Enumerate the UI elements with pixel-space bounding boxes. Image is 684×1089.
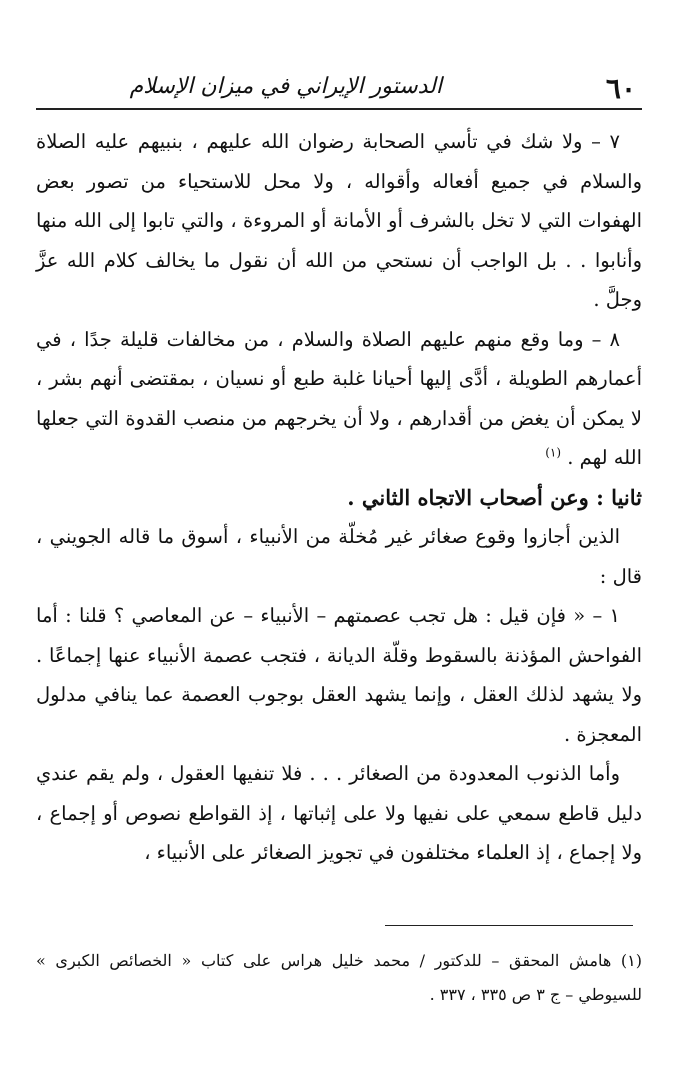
running-title: الدستور الإيراني في ميزان الإسلام xyxy=(129,74,442,99)
paragraph-8 xyxy=(36,320,642,478)
paragraph-8-text: ٨ – وما وقع منهم عليهم الصلاة والسلام ، من مخالفات قليلة جدًا ، في أعمارهم الطويلة ، أدَّى إليها أحيانا غلبة طبع أو نسيان ، بمقتضى أنهم بشر ، لا يمكن أن يغض من أقدارهم ، ولا أن يخرجهم من منصب القدوة التي جعلها الله لهم . xyxy=(36,327,642,469)
footnote-rule xyxy=(385,925,633,926)
footnote-text: (١) هامش المحقق – للدكتور / محمد خليل هراس على كتاب « الخصائص الكبرى » للسيوطي – ج ٣ ص ٣٣٥ ، ٣٣٧ . xyxy=(36,951,642,1004)
section-heading-text: ثانيا : وعن أصحاب الاتجاه الثاني . xyxy=(347,484,642,510)
paragraph-7 xyxy=(36,122,642,320)
paragraph-quote-2-text: وأما الذنوب المعدودة من الصغائر . . . فلا تنفيها العقول ، ولم يقم عندي دليل قاطع سمعي على نفيها ولا على إثباتها ، إذ القواطع نصوص أو إجماع ، ولا إجماع ، إذ العلماء مختلفون في تجويز الصغائر على الأنبياء ، xyxy=(36,762,642,864)
paragraph-quote-2 xyxy=(36,754,642,873)
paragraph-7-text: ٧ – ولا شك في تأسي الصحابة رضوان الله عليهم ، بنبيهم عليه الصلاة والسلام في جميع أفعاله وأقواله ، ولا محل للاستحياء من تصور بعض الهفوات التي لا تخل بالشرف أو الأمانة أو المروءة ، والتي تابوا إلى الله منها وأنابوا . . بل الواجب أن نستحي من الله أن نقول ما يخالف كلام الله عزَّ وجلَّ . xyxy=(36,130,642,311)
page-header xyxy=(36,62,642,106)
page-number: ٦٠ xyxy=(605,72,636,105)
paragraph-intro-text: الذين أجازوا وقوع صغائر غير مُخلّة من الأنبياء ، أسوق ما قاله الجويني ، قال : xyxy=(36,525,642,588)
header-rule xyxy=(36,108,642,110)
body-text xyxy=(36,122,642,873)
footnote xyxy=(36,944,642,1012)
section-heading xyxy=(36,478,642,518)
paragraph-quote-1-text: ١ – « فإن قيل : هل تجب عصمتهم – الأنبياء – عن المعاصي ؟ قلنا : أما الفواحش المؤذنة بالسقوط وقلّة الديانة ، فتجب عصمة الأنبياء عنها إجماعًا . ولا يشهد لذلك العقل ، وإنما يشهد العقل بوجوب العصمة عما ينافي مدلول المعجزة . xyxy=(36,604,642,746)
paragraph-quote-1 xyxy=(36,596,642,754)
footnote-reference: (١) xyxy=(545,445,562,460)
paragraph-intro xyxy=(36,517,642,596)
